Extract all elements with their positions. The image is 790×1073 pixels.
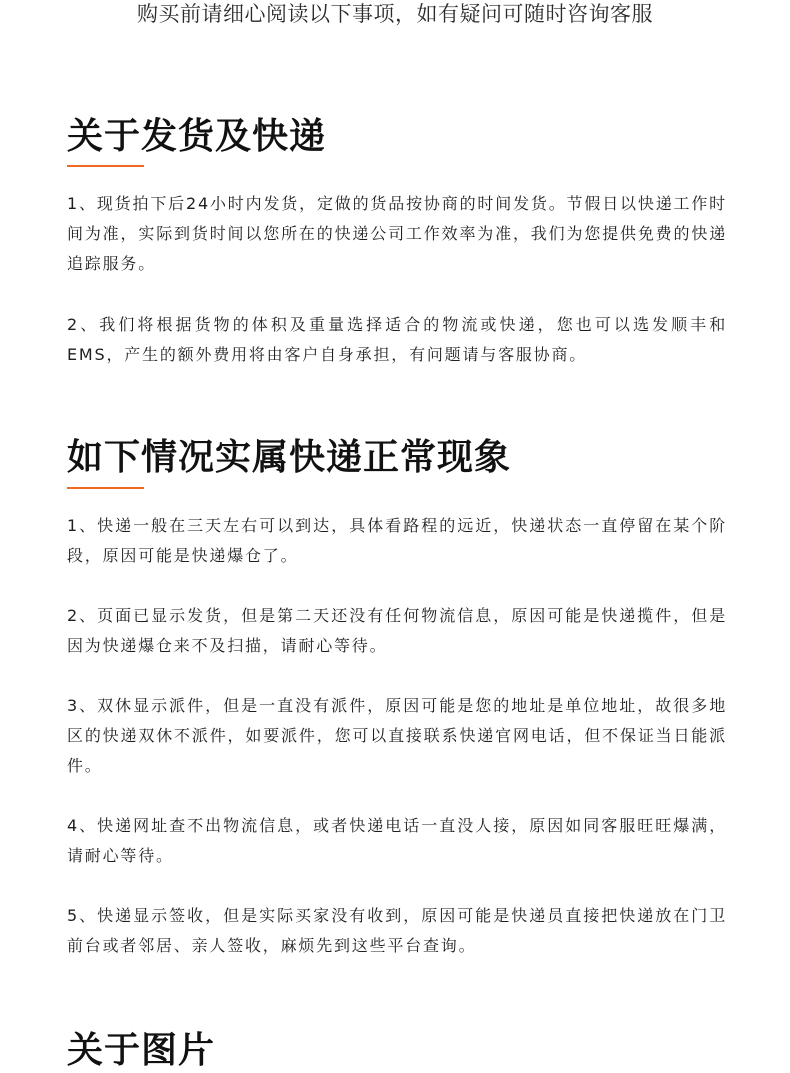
section-title-shipping: 关于发货及快递 <box>67 116 327 157</box>
paragraph: 2、页面已显示发货，但是第二天还没有任何物流信息，原因可能是快递揽件，但是因为快递爆仓来不及扫描，请耐心等待。 <box>67 606 727 655</box>
paragraph: 4、快递网址查不出物流信息，或者快递电话一直没人接，原因如同客服旺旺爆满，请耐心等待。 <box>67 816 727 865</box>
paragraph: 1、快递一般在三天左右可以到达，具体看路程的远近，快递状态一直停留在某个阶段，原因可能是快递爆仓了。 <box>67 516 727 565</box>
section-title-normal-phenomena: 如下情况实属快递正常现象 <box>67 437 512 478</box>
intro-text: 购买前请细心阅读以下事项，如有疑问可随时咨询客服 <box>137 2 653 26</box>
paragraph: 2、我们将根据货物的体积及重量选择适合的物流或快递，您也可以选发顺丰和EMS，产生的额外费用将由客户自身承担，有问题请与客服协商。 <box>67 315 727 364</box>
section-accent-line <box>67 165 144 167</box>
section-title-images: 关于图片 <box>67 1030 216 1071</box>
paragraph: 1、现货拍下后24小时内发货，定做的货品按协商的时间发货。节假日以快递工作时间为准，实际到货时间以您所在的快递公司工作效率为准，我们为您提供免费的快递追踪服务。 <box>67 194 727 273</box>
paragraph: 5、快递显示签收，但是实际买家没有收到，原因可能是快递员直接把快递放在门卫前台或者邻居、亲人签收，麻烦先到这些平台查询。 <box>67 906 727 955</box>
section-accent-line <box>67 487 144 489</box>
paragraph: 3、双休显示派件，但是一直没有派件，原因可能是您的地址是单位地址，故很多地区的快递双休不派件，如要派件，您可以直接联系快递官网电话，但不保证当日能派件。 <box>67 696 727 775</box>
